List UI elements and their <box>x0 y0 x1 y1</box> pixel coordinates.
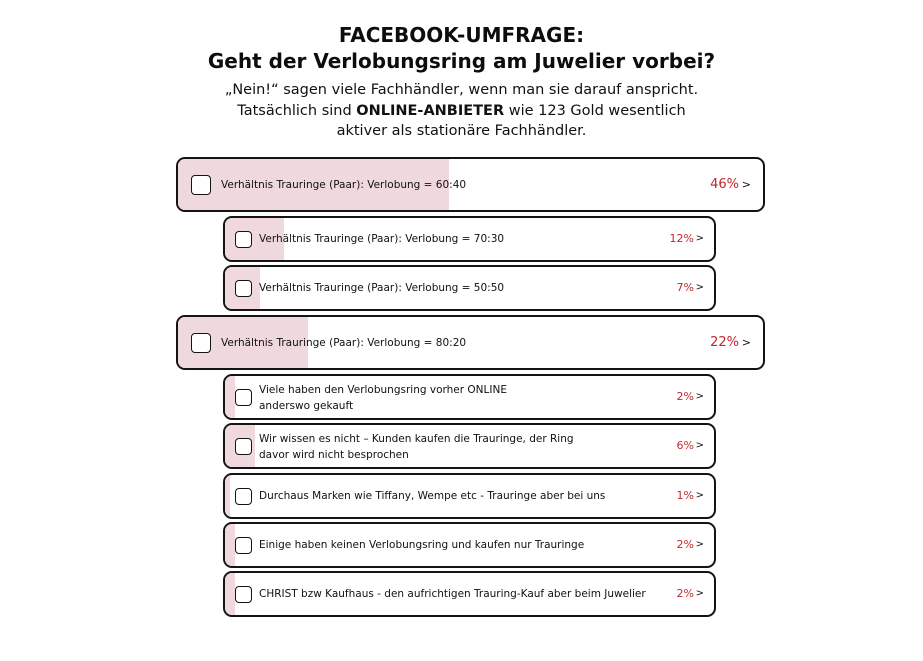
option-label <box>259 382 507 414</box>
option-label <box>259 488 605 504</box>
option-label-line: davor wird nicht besprochen <box>259 449 409 461</box>
chevron-right-icon: > <box>695 282 704 293</box>
page-subtitle: Geht der Verlobungsring am Juwelier vorbei? <box>207 49 716 73</box>
option-label-line: CHRIST bzw Kaufhaus - den aufrichtigen Trauring-Kauf aber beim Juwelier <box>259 588 646 600</box>
option-checkbox[interactable] <box>235 586 252 603</box>
page-title: FACEBOOK-UMFRAGE: <box>338 23 585 47</box>
option-checkbox[interactable] <box>235 438 252 455</box>
result-bar <box>225 475 230 517</box>
option-percentage: 2% <box>676 587 694 600</box>
intro-text-segment: wie 123 Gold wesentlich <box>504 102 686 119</box>
option-label <box>259 431 574 463</box>
poll-option[interactable] <box>176 157 765 212</box>
option-percentage: 12% <box>669 232 694 245</box>
chevron-right-icon: > <box>695 233 704 244</box>
option-percentage: 22% <box>710 335 739 350</box>
option-label-line: Verhältnis Trauringe (Paar): Verlobung = 80:20 <box>221 337 467 349</box>
option-label <box>259 280 504 296</box>
poll-option[interactable] <box>223 265 716 311</box>
option-label-line: Viele haben den Verlobungsring vorher ONLINE <box>259 384 507 396</box>
poll-option[interactable] <box>223 571 716 617</box>
option-label <box>259 537 584 553</box>
intro-line: aktiver als stationäre Fachhändler. <box>336 123 587 139</box>
option-label-line: anderswo gekauft <box>259 400 354 412</box>
poll-option[interactable] <box>223 473 716 519</box>
chevron-right-icon: > <box>695 391 704 402</box>
poll-option[interactable] <box>223 374 716 420</box>
result-bar <box>225 524 235 566</box>
chevron-right-icon: > <box>695 490 704 501</box>
chevron-right-icon: > <box>695 588 704 599</box>
chevron-right-icon: > <box>695 539 704 550</box>
result-bar <box>225 573 235 615</box>
poll-option[interactable] <box>223 216 716 262</box>
option-percentage: 2% <box>676 538 694 551</box>
intro-highlight: ONLINE-ANBIETER <box>356 102 505 119</box>
option-label-line: Verhältnis Trauringe (Paar): Verlobung = 70:30 <box>259 233 505 245</box>
poll-option[interactable] <box>223 522 716 568</box>
option-checkbox[interactable] <box>235 537 252 554</box>
intro-text-segment: Tatsächlich sind <box>237 102 357 119</box>
option-checkbox[interactable] <box>191 333 211 353</box>
chevron-right-icon: > <box>695 440 704 451</box>
option-percentage: 6% <box>676 439 694 452</box>
option-checkbox[interactable] <box>235 488 252 505</box>
option-label <box>221 335 466 351</box>
option-checkbox[interactable] <box>191 175 211 195</box>
option-label <box>259 586 646 602</box>
option-checkbox[interactable] <box>235 231 252 248</box>
option-label-line: Einige haben keinen Verlobungsring und kaufen nur Trauringe <box>259 539 585 551</box>
poll-option[interactable] <box>176 315 765 370</box>
chevron-right-icon: > <box>741 178 751 191</box>
option-percentage: 7% <box>676 281 694 294</box>
option-checkbox[interactable] <box>235 389 252 406</box>
option-checkbox[interactable] <box>235 280 252 297</box>
option-label-line: Verhältnis Trauringe (Paar): Verlobung = 60:40 <box>221 179 467 191</box>
intro-text <box>0 80 923 142</box>
option-percentage: 1% <box>676 489 694 502</box>
option-label-line: Durchaus Marken wie Tiffany, Wempe etc - Trauringe aber bei uns <box>259 490 606 502</box>
result-bar <box>225 376 235 418</box>
option-label-line: Wir wissen es nicht – Kunden kaufen die Trauringe, der Ring <box>259 433 574 445</box>
chevron-right-icon: > <box>741 336 751 349</box>
option-label-line: Verhältnis Trauringe (Paar): Verlobung = 50:50 <box>259 282 505 294</box>
option-percentage: 2% <box>676 390 694 403</box>
option-label <box>221 177 466 193</box>
intro-line: „Nein!“ sagen viele Fachhändler, wenn man sie darauf anspricht. <box>224 82 699 98</box>
intro-line <box>0 101 923 122</box>
option-label <box>259 231 504 247</box>
poll-option[interactable] <box>223 423 716 469</box>
option-percentage: 46% <box>710 177 739 192</box>
